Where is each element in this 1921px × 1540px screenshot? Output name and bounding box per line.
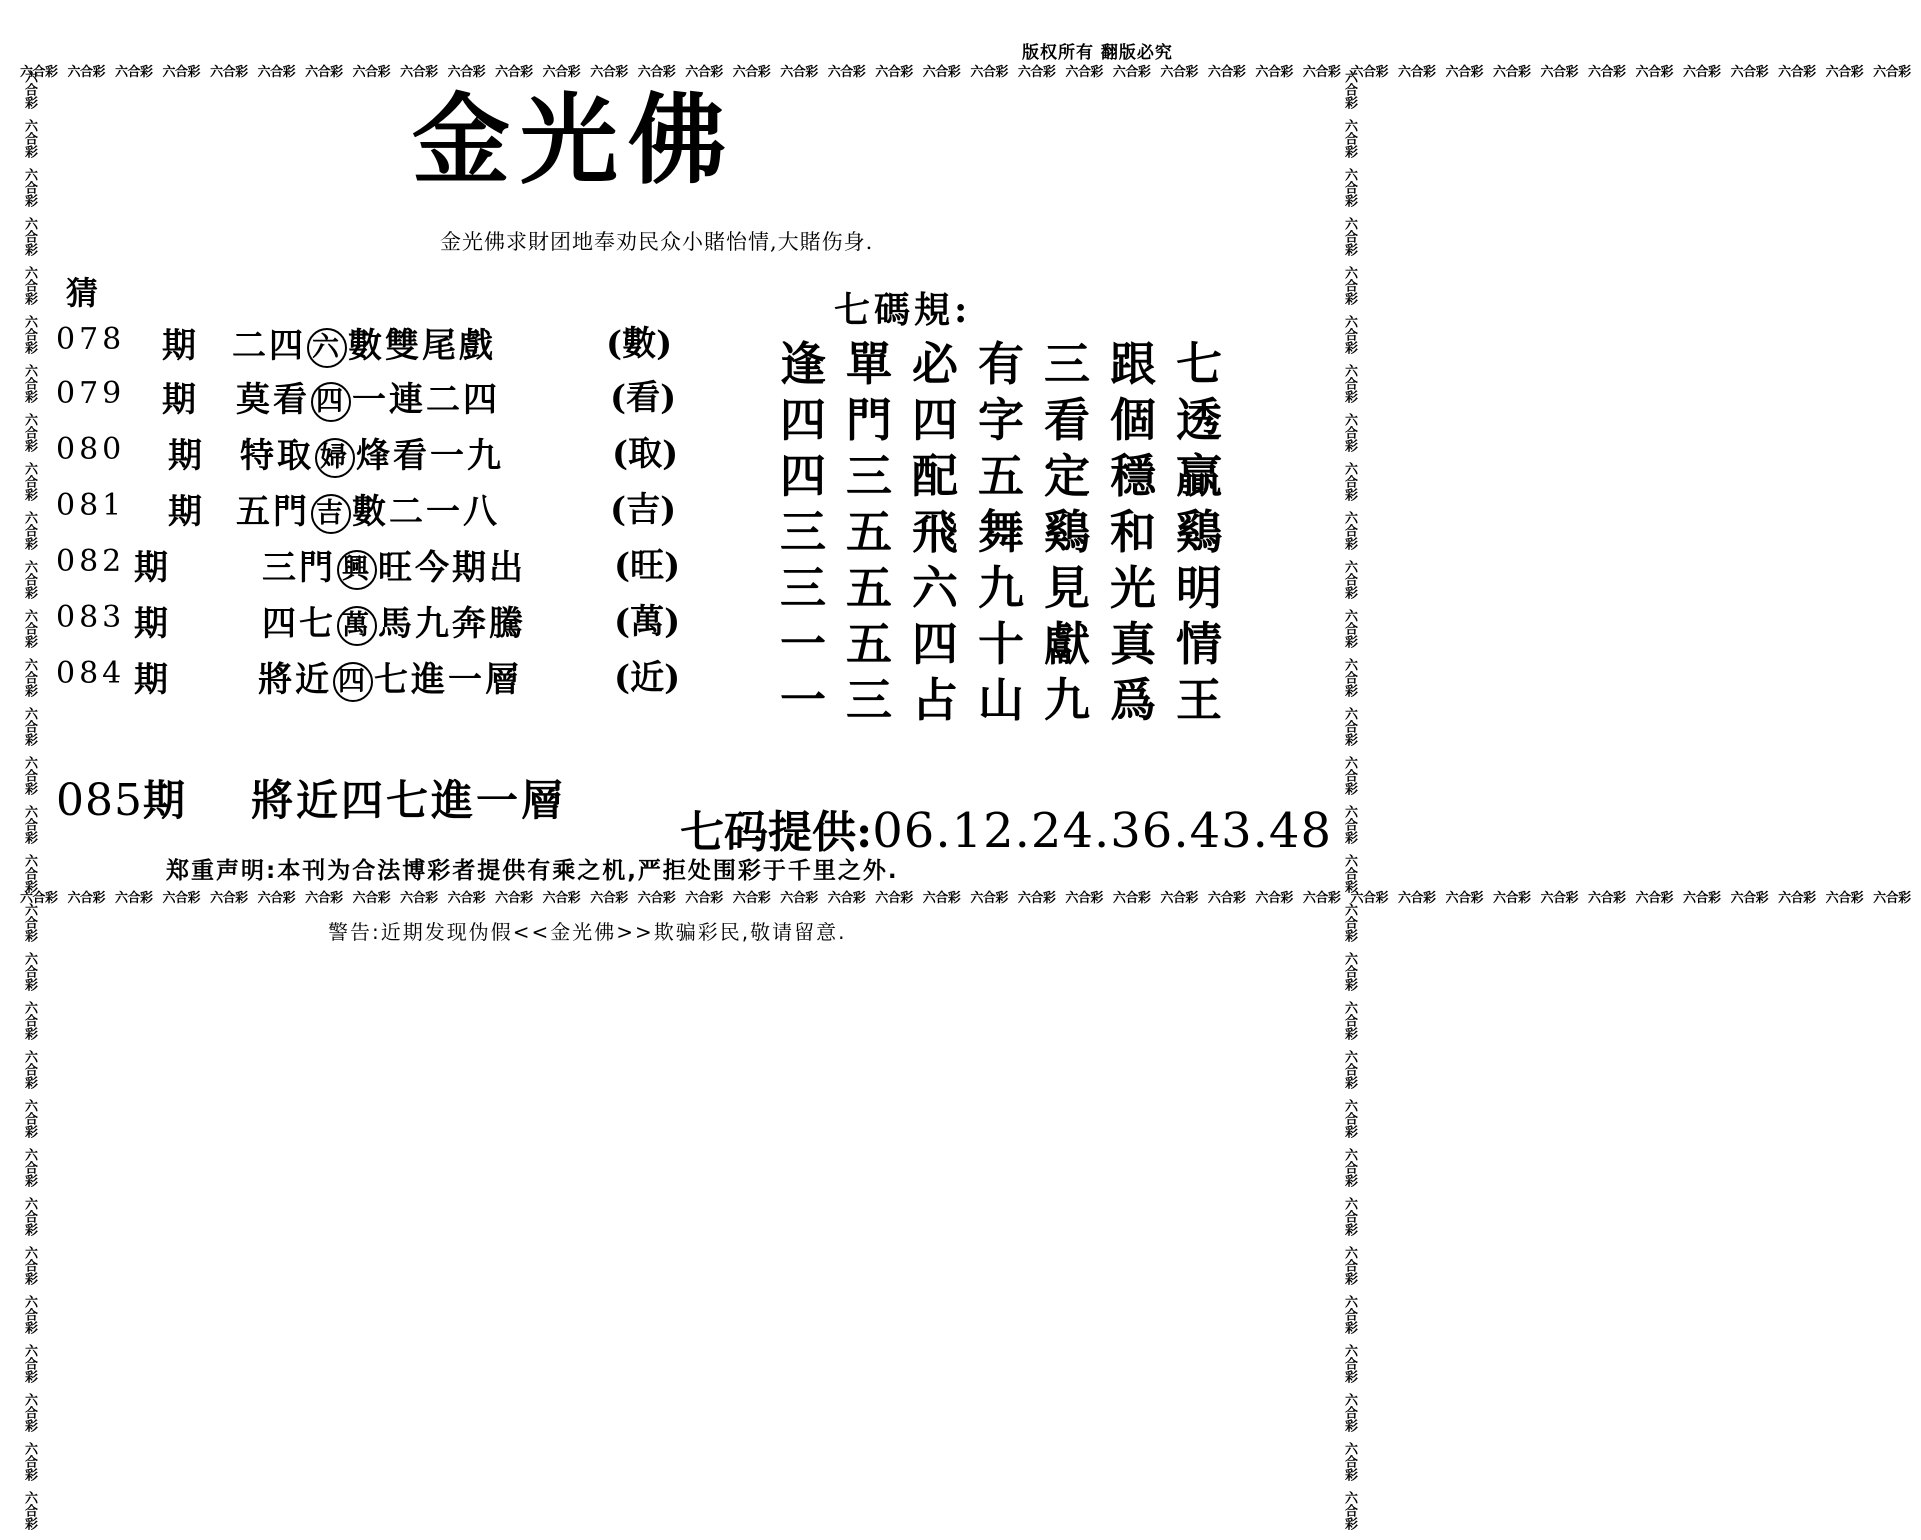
border-logo-text: 六合彩 — [1540, 65, 1579, 80]
copyright-notice: 版权所有 翻版必究 — [1022, 43, 1173, 63]
border-logo-text: 六合彩 — [970, 891, 1008, 906]
border-logo-text: 六合彩 — [1588, 65, 1626, 80]
border-logo-text: 六合彩 — [1492, 65, 1531, 80]
phrase-after: 數二一八 — [352, 492, 500, 532]
phrase-before: 特取 — [240, 436, 314, 476]
border-logo-text: 六合彩 — [305, 891, 343, 906]
border-logo-text: 六合彩 — [1492, 891, 1531, 906]
border-logo-text: 六合彩 — [1342, 1344, 1357, 1383]
border-logo-text: 六合彩 — [22, 1050, 37, 1089]
current-period-phrase: 將近四七進一層 — [251, 776, 567, 825]
codes-label: 七码提供: — [680, 807, 873, 858]
phrase-after: 一連二四 — [352, 380, 500, 420]
border-logo-text: 六合彩 — [1342, 560, 1357, 599]
warning-notice: 警告:近期发现伪假<<金光佛>>欺骗彩民,敬请留意. — [328, 920, 847, 944]
border-logo-text: 六合彩 — [1017, 65, 1056, 80]
border-logo-text: 六合彩 — [1445, 65, 1483, 80]
border-logo-text: 六合彩 — [1873, 65, 1911, 80]
border-logo-text: 六合彩 — [685, 891, 723, 906]
border-logo-text: 六合彩 — [970, 65, 1008, 80]
border-logo-text: 六合彩 — [1635, 891, 1674, 906]
period-qi: 期 — [134, 548, 168, 588]
border-logo-text: 六合彩 — [447, 65, 486, 80]
codes-numbers: 06.12.24.36.43.48 — [872, 803, 1333, 859]
seven-codes — [680, 796, 1332, 860]
guess-label: 猜 — [66, 274, 99, 312]
border-logo-text: 六合彩 — [1342, 168, 1357, 207]
border-logo-text: 六合彩 — [1342, 854, 1357, 893]
border-logo-text: 六合彩 — [1540, 891, 1579, 906]
hint-character: (數) — [606, 324, 673, 364]
border-logo-text: 六合彩 — [1342, 1148, 1357, 1187]
border-logo-text: 六合彩 — [1342, 1246, 1357, 1285]
phrase-after: 旺今期出 — [378, 548, 526, 588]
border-logo-text: 六合彩 — [1342, 1099, 1357, 1138]
border-logo-text: 六合彩 — [1342, 1295, 1357, 1334]
top-border-strip — [20, 62, 1911, 84]
right-border-strip — [1338, 70, 1360, 1530]
border-logo-text: 六合彩 — [1445, 891, 1483, 906]
period-number: 080 — [56, 432, 126, 467]
period-qi: 期 — [162, 380, 196, 420]
border-logo-text: 六合彩 — [22, 609, 37, 648]
period-qi: 期 — [168, 436, 202, 476]
poem-title: 七碼規: — [834, 289, 972, 331]
border-logo-text: 六合彩 — [590, 65, 628, 80]
border-logo-text: 六合彩 — [1635, 65, 1674, 80]
border-logo-text: 六合彩 — [1397, 891, 1436, 906]
border-logo-text: 六合彩 — [1342, 756, 1357, 795]
border-logo-text: 六合彩 — [1160, 891, 1198, 906]
poem-line: 四三配五定穩贏 — [780, 449, 1242, 503]
border-logo-text: 六合彩 — [1342, 658, 1357, 697]
border-logo-text: 六合彩 — [22, 1393, 37, 1432]
border-logo-text: 六合彩 — [22, 707, 37, 746]
period-number: 079 — [56, 376, 126, 411]
border-logo-text: 六合彩 — [1342, 952, 1357, 991]
border-logo-text: 六合彩 — [827, 891, 866, 906]
border-logo-text: 六合彩 — [495, 65, 533, 80]
border-logo-text: 六合彩 — [1778, 65, 1816, 80]
border-logo-text: 六合彩 — [1342, 903, 1357, 942]
period-qi: 期 — [134, 604, 168, 644]
phrase-before: 四七 — [262, 604, 336, 644]
border-logo-text: 六合彩 — [542, 65, 581, 80]
border-logo-text: 六合彩 — [827, 65, 866, 80]
hint-character: (吉) — [610, 490, 677, 530]
border-logo-text: 六合彩 — [210, 65, 248, 80]
period-phrase — [262, 596, 526, 646]
border-logo-text: 六合彩 — [20, 891, 58, 906]
border-logo-text: 六合彩 — [1342, 315, 1357, 354]
border-logo-text: 六合彩 — [637, 891, 676, 906]
border-logo-text: 六合彩 — [1255, 891, 1293, 906]
poem-line: 三五六九見光明 — [780, 561, 1242, 615]
circled-character: 興 — [337, 550, 377, 590]
period-row — [0, 592, 720, 642]
border-logo-text: 六合彩 — [875, 65, 913, 80]
border-logo-text: 六合彩 — [1342, 1197, 1357, 1236]
poem-line: 一五四十獻真情 — [780, 617, 1242, 671]
border-logo-text: 六合彩 — [1683, 65, 1721, 80]
border-logo-text: 六合彩 — [1588, 891, 1626, 906]
border-logo-text: 六合彩 — [1873, 891, 1911, 906]
border-logo-text: 六合彩 — [1342, 70, 1357, 109]
border-logo-text: 六合彩 — [22, 168, 37, 207]
border-logo-text: 六合彩 — [352, 891, 391, 906]
border-logo-text: 六合彩 — [780, 65, 818, 80]
border-logo-text: 六合彩 — [1825, 65, 1864, 80]
border-logo-text: 六合彩 — [1342, 119, 1357, 158]
border-logo-text: 六合彩 — [447, 891, 486, 906]
hint-character: (萬) — [614, 602, 681, 642]
border-logo-text: 六合彩 — [22, 1197, 37, 1236]
border-logo-text: 六合彩 — [1342, 1442, 1357, 1481]
border-logo-text: 六合彩 — [400, 65, 438, 80]
border-logo-text: 六合彩 — [22, 462, 37, 501]
border-logo-text: 六合彩 — [22, 952, 37, 991]
border-logo-text: 六合彩 — [22, 364, 37, 403]
border-logo-text: 六合彩 — [1207, 891, 1246, 906]
border-logo-text: 六合彩 — [1112, 891, 1151, 906]
border-logo-text: 六合彩 — [22, 854, 37, 893]
border-logo-text: 六合彩 — [22, 511, 37, 550]
border-logo-text: 六合彩 — [732, 891, 771, 906]
period-phrase — [232, 318, 496, 368]
border-logo-text: 六合彩 — [1342, 1001, 1357, 1040]
border-logo-text: 六合彩 — [22, 560, 37, 599]
period-phrase — [262, 540, 526, 590]
current-period-number: 085 — [56, 775, 143, 826]
border-logo-text: 六合彩 — [780, 891, 818, 906]
poem-line: 逢單必有三跟七 — [780, 337, 1242, 391]
phrase-after: 七進一層 — [374, 660, 522, 700]
border-logo-text: 六合彩 — [1342, 364, 1357, 403]
border-logo-text: 六合彩 — [400, 891, 438, 906]
border-logo-text: 六合彩 — [22, 805, 37, 844]
border-logo-text: 六合彩 — [542, 891, 581, 906]
border-logo-text: 六合彩 — [637, 65, 676, 80]
border-logo-text: 六合彩 — [1342, 511, 1357, 550]
period-row — [0, 424, 720, 474]
border-logo-text: 六合彩 — [1342, 1050, 1357, 1089]
border-logo-text: 六合彩 — [22, 266, 37, 305]
period-qi: 期 — [134, 660, 168, 700]
border-logo-text: 六合彩 — [1342, 707, 1357, 746]
border-logo-text: 六合彩 — [1160, 65, 1198, 80]
period-row — [0, 314, 720, 364]
border-logo-text: 六合彩 — [1342, 1393, 1357, 1432]
period-row — [0, 480, 720, 530]
border-logo-text: 六合彩 — [1683, 891, 1721, 906]
border-logo-text: 六合彩 — [1302, 891, 1341, 906]
border-logo-text: 六合彩 — [685, 65, 723, 80]
border-logo-text: 六合彩 — [22, 1344, 37, 1383]
border-logo-text: 六合彩 — [1207, 65, 1246, 80]
border-logo-text: 六合彩 — [352, 65, 391, 80]
border-logo-text: 六合彩 — [22, 1246, 37, 1285]
border-logo-text: 六合彩 — [1342, 805, 1357, 844]
border-logo-text: 六合彩 — [115, 891, 153, 906]
border-logo-text: 六合彩 — [22, 1442, 37, 1481]
border-logo-text: 六合彩 — [22, 1491, 37, 1530]
border-logo-text: 六合彩 — [1255, 65, 1293, 80]
border-logo-text: 六合彩 — [1342, 1491, 1357, 1530]
border-logo-text: 六合彩 — [875, 891, 913, 906]
period-phrase — [258, 652, 522, 702]
phrase-before: 二四 — [232, 326, 306, 366]
poem-block — [780, 336, 1242, 728]
circled-character: 萬 — [337, 606, 377, 646]
period-qi: 期 — [168, 492, 202, 532]
circled-character: 婦 — [315, 438, 355, 478]
border-logo-text: 六合彩 — [20, 65, 58, 80]
hint-character: (近) — [614, 658, 681, 698]
poem-line: 四門四字看個透 — [780, 393, 1242, 447]
circled-character: 六 — [307, 328, 347, 368]
period-qi: 期 — [162, 326, 196, 366]
border-logo-text: 六合彩 — [257, 891, 296, 906]
border-logo-text: 六合彩 — [922, 891, 961, 906]
border-logo-text: 六合彩 — [257, 65, 296, 80]
poem-line: 三五飛舞鷄和鷄 — [780, 505, 1242, 559]
phrase-before: 五門 — [236, 492, 310, 532]
border-logo-text: 六合彩 — [495, 891, 533, 906]
border-logo-text: 六合彩 — [22, 1148, 37, 1187]
border-logo-text: 六合彩 — [22, 756, 37, 795]
border-logo-text: 六合彩 — [1778, 891, 1816, 906]
period-phrase — [236, 484, 500, 534]
phrase-after: 烽看一九 — [356, 436, 504, 476]
period-number: 081 — [56, 488, 126, 523]
border-logo-text: 六合彩 — [922, 65, 961, 80]
border-logo-text: 六合彩 — [22, 1099, 37, 1138]
border-logo-text: 六合彩 — [22, 217, 37, 256]
phrase-after: 數雙尾戲 — [348, 326, 496, 366]
border-logo-text: 六合彩 — [1342, 462, 1357, 501]
legal-statement: 郑重声明:本刊为合法博彩者提供有乘之机,严拒处围彩于千里之外. — [166, 858, 899, 884]
border-logo-text: 六合彩 — [1112, 65, 1151, 80]
period-phrase — [240, 428, 504, 478]
period-number: 084 — [56, 656, 126, 691]
border-logo-text: 六合彩 — [22, 1001, 37, 1040]
border-logo-text: 六合彩 — [1342, 217, 1357, 256]
border-logo-text: 六合彩 — [1342, 609, 1357, 648]
border-logo-text: 六合彩 — [1342, 266, 1357, 305]
border-logo-text: 六合彩 — [22, 119, 37, 158]
period-row — [0, 368, 720, 418]
border-logo-text: 六合彩 — [1350, 65, 1388, 80]
circled-character: 吉 — [311, 494, 351, 534]
phrase-after: 馬九奔騰 — [378, 604, 526, 644]
border-logo-text: 六合彩 — [305, 65, 343, 80]
border-logo-text: 六合彩 — [67, 891, 106, 906]
border-logo-text: 六合彩 — [162, 65, 201, 80]
hint-character: (看) — [610, 378, 677, 418]
circled-character: 四 — [311, 382, 351, 422]
phrase-before: 莫看 — [236, 380, 310, 420]
hint-character: (取) — [612, 434, 679, 474]
period-row — [0, 648, 720, 698]
border-logo-text: 六合彩 — [1350, 891, 1388, 906]
bottom-border-strip — [20, 888, 1911, 910]
border-logo-text: 六合彩 — [22, 413, 37, 452]
circled-character: 四 — [333, 662, 373, 702]
border-logo-text: 六合彩 — [115, 65, 153, 80]
current-period-qi: 期 — [142, 776, 185, 825]
border-logo-text: 六合彩 — [22, 1295, 37, 1334]
page-title: 金光佛 — [412, 83, 737, 198]
period-number: 078 — [56, 322, 126, 357]
border-logo-text: 六合彩 — [1065, 891, 1103, 906]
border-logo-text: 六合彩 — [22, 315, 37, 354]
period-row — [0, 536, 720, 586]
subtitle: 金光佛求財团地奉劝民众小賭怡情,大賭伤身. — [440, 230, 874, 254]
phrase-before: 三門 — [262, 548, 336, 588]
border-logo-text: 六合彩 — [22, 70, 37, 109]
period-number: 082 — [56, 544, 126, 579]
border-logo-text: 六合彩 — [1730, 891, 1769, 906]
border-logo-text: 六合彩 — [67, 65, 106, 80]
border-logo-text: 六合彩 — [1825, 891, 1864, 906]
border-logo-text: 六合彩 — [1017, 891, 1056, 906]
poem-line: 一三占山九爲王 — [780, 673, 1242, 727]
period-phrase — [236, 372, 500, 422]
border-logo-text: 六合彩 — [22, 658, 37, 697]
border-logo-text: 六合彩 — [1342, 413, 1357, 452]
border-logo-text: 六合彩 — [1397, 65, 1436, 80]
border-logo-text: 六合彩 — [590, 891, 628, 906]
border-logo-text: 六合彩 — [1302, 65, 1341, 80]
border-logo-text: 六合彩 — [162, 891, 201, 906]
border-logo-text: 六合彩 — [210, 891, 248, 906]
current-period — [56, 768, 566, 828]
border-logo-text: 六合彩 — [732, 65, 771, 80]
border-logo-text: 六合彩 — [22, 903, 37, 942]
period-number: 083 — [56, 600, 126, 635]
phrase-before: 將近 — [258, 660, 332, 700]
hint-character: (旺) — [614, 546, 681, 586]
border-logo-text: 六合彩 — [1065, 65, 1103, 80]
border-logo-text: 六合彩 — [1730, 65, 1769, 80]
